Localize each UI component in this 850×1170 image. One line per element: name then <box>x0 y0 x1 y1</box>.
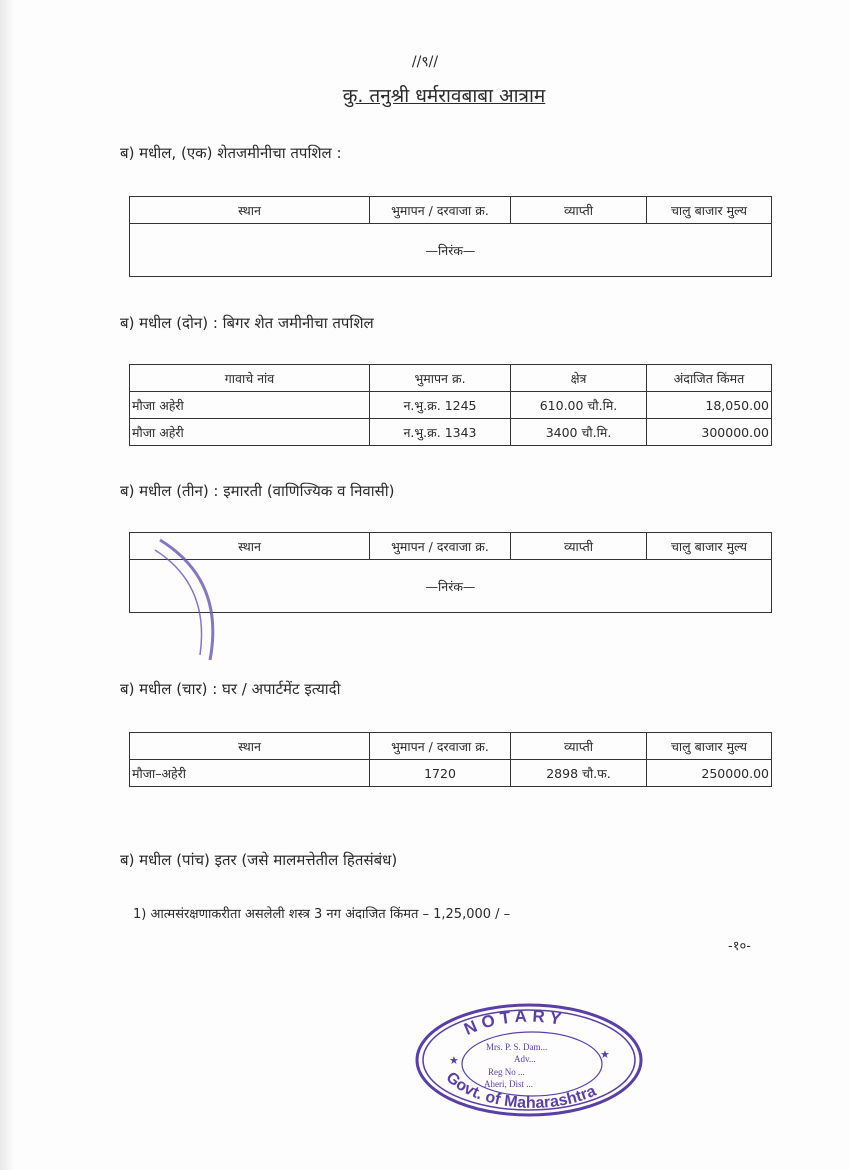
table-row <box>130 760 772 787</box>
col-header: स्थान <box>130 733 370 760</box>
next-page-marker: -१०- <box>728 939 751 954</box>
col-header: स्थान <box>130 197 370 224</box>
stamp-line-4: Aheri, Dist ... <box>484 1079 533 1089</box>
section-heading-1: ब) मधील, (एक) शेतजमीनीचा तपशिल : <box>120 144 342 162</box>
cell-area: 3400 चौ.मि. <box>511 419 647 446</box>
col-header: चालु बाजार मुल्य <box>647 197 772 224</box>
col-header: अंदाजित किंमत <box>647 365 772 392</box>
stamp-bottom-text: Govt. of Maharashtra <box>442 1068 599 1112</box>
col-header: चालु बाजार मुल्य <box>647 733 772 760</box>
svg-text:★: ★ <box>600 1048 610 1061</box>
cell-survey-no: न.भु.क्र. 1245 <box>370 392 511 419</box>
scan-edge <box>0 0 14 1170</box>
table-header-row <box>130 365 772 392</box>
cell-location: मौजा–अहेरी <box>130 760 370 787</box>
partial-stamp-mark <box>130 530 230 670</box>
non-agricultural-land-table <box>129 364 772 446</box>
col-header: भुमापन क्र. <box>370 365 511 392</box>
cell-area: 610.00 चौ.मि. <box>511 392 647 419</box>
agricultural-land-table <box>129 196 772 277</box>
svg-text:★: ★ <box>449 1054 459 1067</box>
section-heading-4: ब) मधील (चार) : घर / अपार्टमेंट इत्यादी <box>120 680 341 698</box>
other-asset-item: 1) आत्मसंरक्षणाकरीता असलेली शस्त्र 3 नग अंदाजित किंमत – 1,25,000 / – <box>133 907 511 922</box>
col-header: व्याप्ती <box>511 733 647 760</box>
house-apartment-table <box>129 732 772 787</box>
cell-area: 2898 चौ.फ. <box>511 760 647 787</box>
cell-value: 18,050.00 <box>647 392 772 419</box>
cell-value: 300000.00 <box>647 419 772 446</box>
col-header: भुमापन / दरवाजा क्र. <box>370 733 511 760</box>
page-number: //९// <box>411 54 439 70</box>
cell-survey-no: न.भु.क्र. 1343 <box>370 419 511 446</box>
col-header: चालु बाजार मुल्य <box>647 533 772 560</box>
table-row <box>130 392 772 419</box>
cell-value: 250000.00 <box>647 760 772 787</box>
section-heading-3: ब) मधील (तीन) : इमारती (वाणिज्यिक व निवासी) <box>120 482 395 500</box>
stamp-top-text: NOTARY <box>461 1006 568 1039</box>
section-heading-5: ब) मधील (पांच) इतर (जसे मालमत्तेतील हितसंबंध) <box>120 851 398 869</box>
stamp-line-3: Reg No ... <box>488 1067 525 1077</box>
document-title: कु. तनुश्री धर्मरावबाबा आत्राम <box>342 85 546 107</box>
table-row <box>130 419 772 446</box>
nil-cell: —निरंक— <box>130 224 772 277</box>
cell-door-no: 1720 <box>370 760 511 787</box>
col-header: क्षेत्र <box>511 365 647 392</box>
col-header: व्याप्ती <box>511 197 647 224</box>
table-header-row <box>130 733 772 760</box>
cell-village: मौजा अहेरी <box>130 419 370 446</box>
stamp-line-1: Mrs. P. S. Dam... <box>486 1042 548 1052</box>
col-header: भुमापन / दरवाजा क्र. <box>370 197 511 224</box>
section-heading-2: ब) मधील (दोन) : बिगर शेत जमीनीचा तपशिल <box>120 314 374 332</box>
cell-village: मौजा अहेरी <box>130 392 370 419</box>
col-header: व्याप्ती <box>511 533 647 560</box>
col-header: गावाचे नांव <box>130 365 370 392</box>
col-header: भुमापन / दरवाजा क्र. <box>370 533 511 560</box>
stamp-line-2: Adv... <box>514 1054 536 1064</box>
table-header-row <box>130 197 772 224</box>
notary-stamp <box>414 1002 644 1122</box>
nil-cell: —निरंक— <box>130 560 772 613</box>
col-header: स्थान <box>130 533 370 560</box>
